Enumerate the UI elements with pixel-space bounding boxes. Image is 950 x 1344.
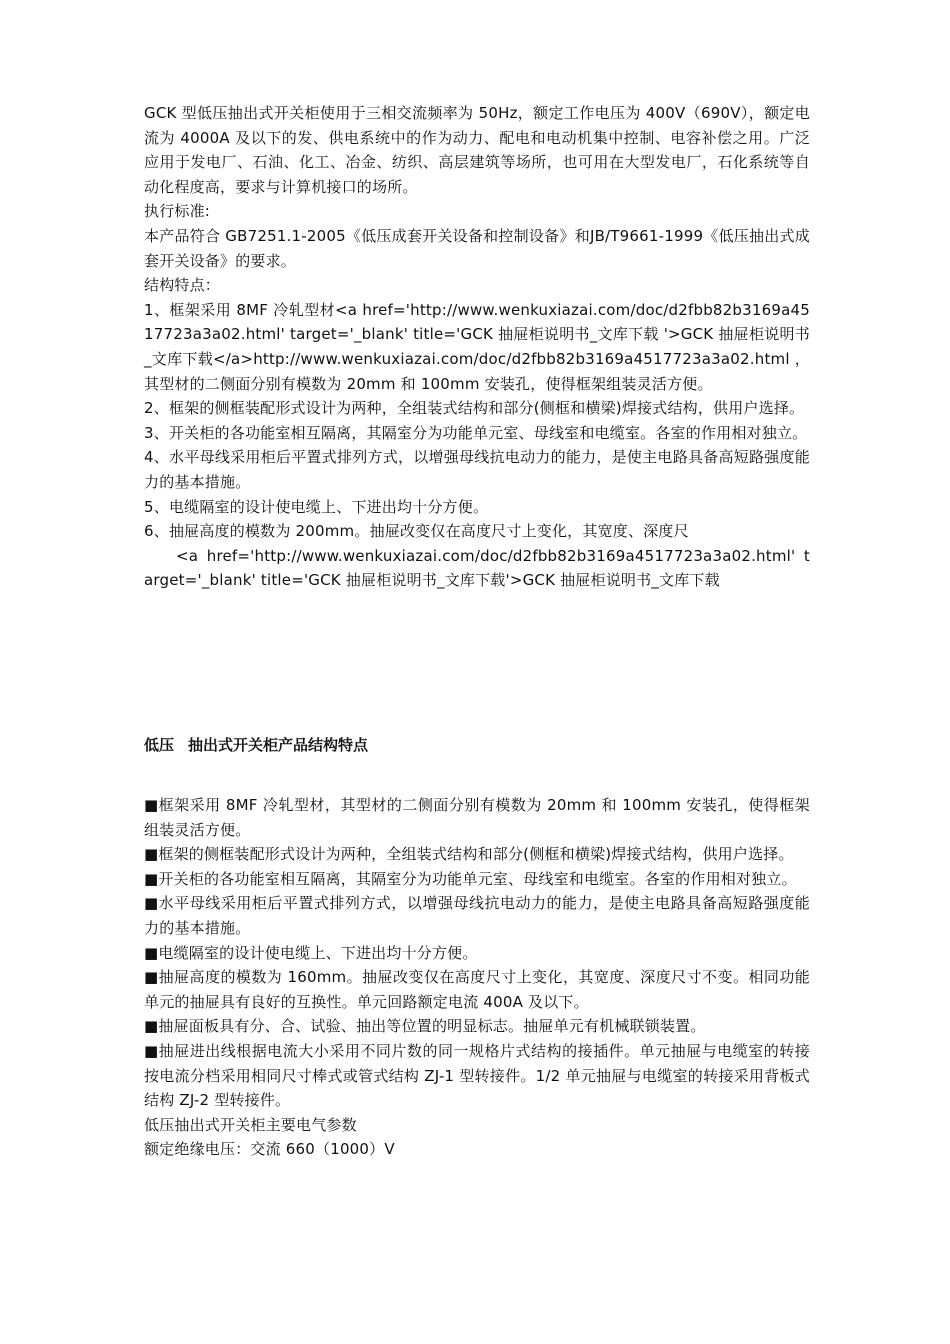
bullet-item: ■抽屉面板具有分、合、试验、抽出等位置的明显标志。抽屉单元有机械联锁装置。 <box>144 1017 706 1036</box>
feature-item-3: 3、开关柜的各功能室相互隔离，其隔室分为功能单元室、母线室和电缆室。各室的作用相对独立。 <box>144 423 808 442</box>
feature-item-6-link-text: <a href='http://www.wenkuxiazai.com/doc/d2fbb82b3169a4517723a3a02.html' target='_blank' title='GCK 抽屉柜说明书_文库下载'>GCK 抽屉柜说明书_文库下载 <box>144 546 810 590</box>
section-heading-title: 抽出式开关柜产品结构特点 <box>188 736 369 754</box>
section-heading <box>144 733 368 757</box>
standard-text: 本产品符合 GB7251.1-2005《低压成套开关设备和控制设备》和JB/T9661-1999《低压抽出式成套开关设备》的要求。 <box>144 226 810 270</box>
bullet-item: ■框架的侧框装配形式设计为两种，全组装式结构和部分(侧框和横梁)焊接式结构，供用户选择。 <box>144 845 794 864</box>
section-heading-lead: 低压 <box>144 736 175 754</box>
bullet-item: ■抽屉高度的模数为 160mm。抽屉改变仅在高度尺寸上变化，其宽度、深度尺寸不变。相同功能单元的抽屉具有良好的互换性。单元回路额定电流 400A 及以下。 <box>144 968 810 1011</box>
bullet-item: ■开关柜的各功能室相互隔离，其隔室分为功能单元室、母线室和电缆室。各室的作用相对独立。 <box>144 869 797 888</box>
features-title: 结构特点： <box>144 276 221 295</box>
intro-paragraph: GCK 型低压抽出式开关柜使用于三相交流频率为 50Hz，额定工作电压为 400V（690V），额定电流为 4000A 及以下的发、供电系统中的作为动力、配电和电动机集中控制、电容补偿之用。广泛应用于发电厂、石油、化工、冶金、纺织、高层建筑等场所，也可用在大型发电厂，石化系统等自动化程度高，要求与计算机接口的场所。 <box>144 104 810 196</box>
feature-item-6: 6、抽屉高度的模数为 200mm。抽屉改变仅在高度尺寸上变化，其宽度、深度尺 <box>144 522 689 541</box>
standard-title: 执行标准: <box>144 202 211 221</box>
bullet-item: ■框架采用 8MF 冷轧型材，其型材的二侧面分别有模数为 20mm 和 100mm 安装孔，使得框架组装灵活方便。 <box>144 796 810 839</box>
intro-section <box>144 101 810 593</box>
params-title: 低压抽出式开关柜主要电气参数 <box>144 1115 357 1134</box>
bullet-item: ■水平母线采用柜后平置式排列方式，以增强母线抗电动力的能力，是使主电路具备高短路强度能力的基本措施。 <box>144 894 810 937</box>
feature-item-2: 2、框架的侧框装配形式设计为两种，全组装式结构和部分(侧框和横梁)焊接式结构，供用户选择。 <box>144 399 805 418</box>
feature-item-5: 5、电缆隔室的设计使电缆上、下进出均十分方便。 <box>144 497 489 516</box>
bullet-section <box>144 793 810 1162</box>
bullet-item: ■抽屉进出线根据电流大小采用不同片数的同一规格片式结构的接插件。单元抽屉与电缆室的转接按电流分档采用相同尺寸棒式或管式结构 ZJ-1 型转接件。1/2 单元抽屉与电缆室的转接采用背板式结构 ZJ-2 型转接件。 <box>144 1041 810 1110</box>
params-insulation: 额定绝缘电压：交流 660（1000）V <box>144 1140 395 1159</box>
feature-item-1: 1、框架采用 8MF 冷轧型材<a href='http://www.wenkuxiazai.com/doc/d2fbb82b3169a4517723a3a02.html' target='_blank' title='GCK 抽屉柜说明书_文库下载 '>GCK 抽屉柜说明书_文库下载</a>http://www.wenkuxiazai.com/doc/d2fbb82b3169a4517723a3a02.html ，其型材的二侧面分别有模数为 20mm 和 100mm 安装孔，使得框架组装灵活方便。 <box>144 300 810 393</box>
bullet-item: ■电缆隔室的设计使电缆上、下进出均十分方便。 <box>144 943 478 962</box>
feature-item-4: 4、水平母线采用柜后平置式排列方式，以增强母线抗电动力的能力，是使主电路具备高短路强度能力的基本措施。 <box>144 448 810 491</box>
